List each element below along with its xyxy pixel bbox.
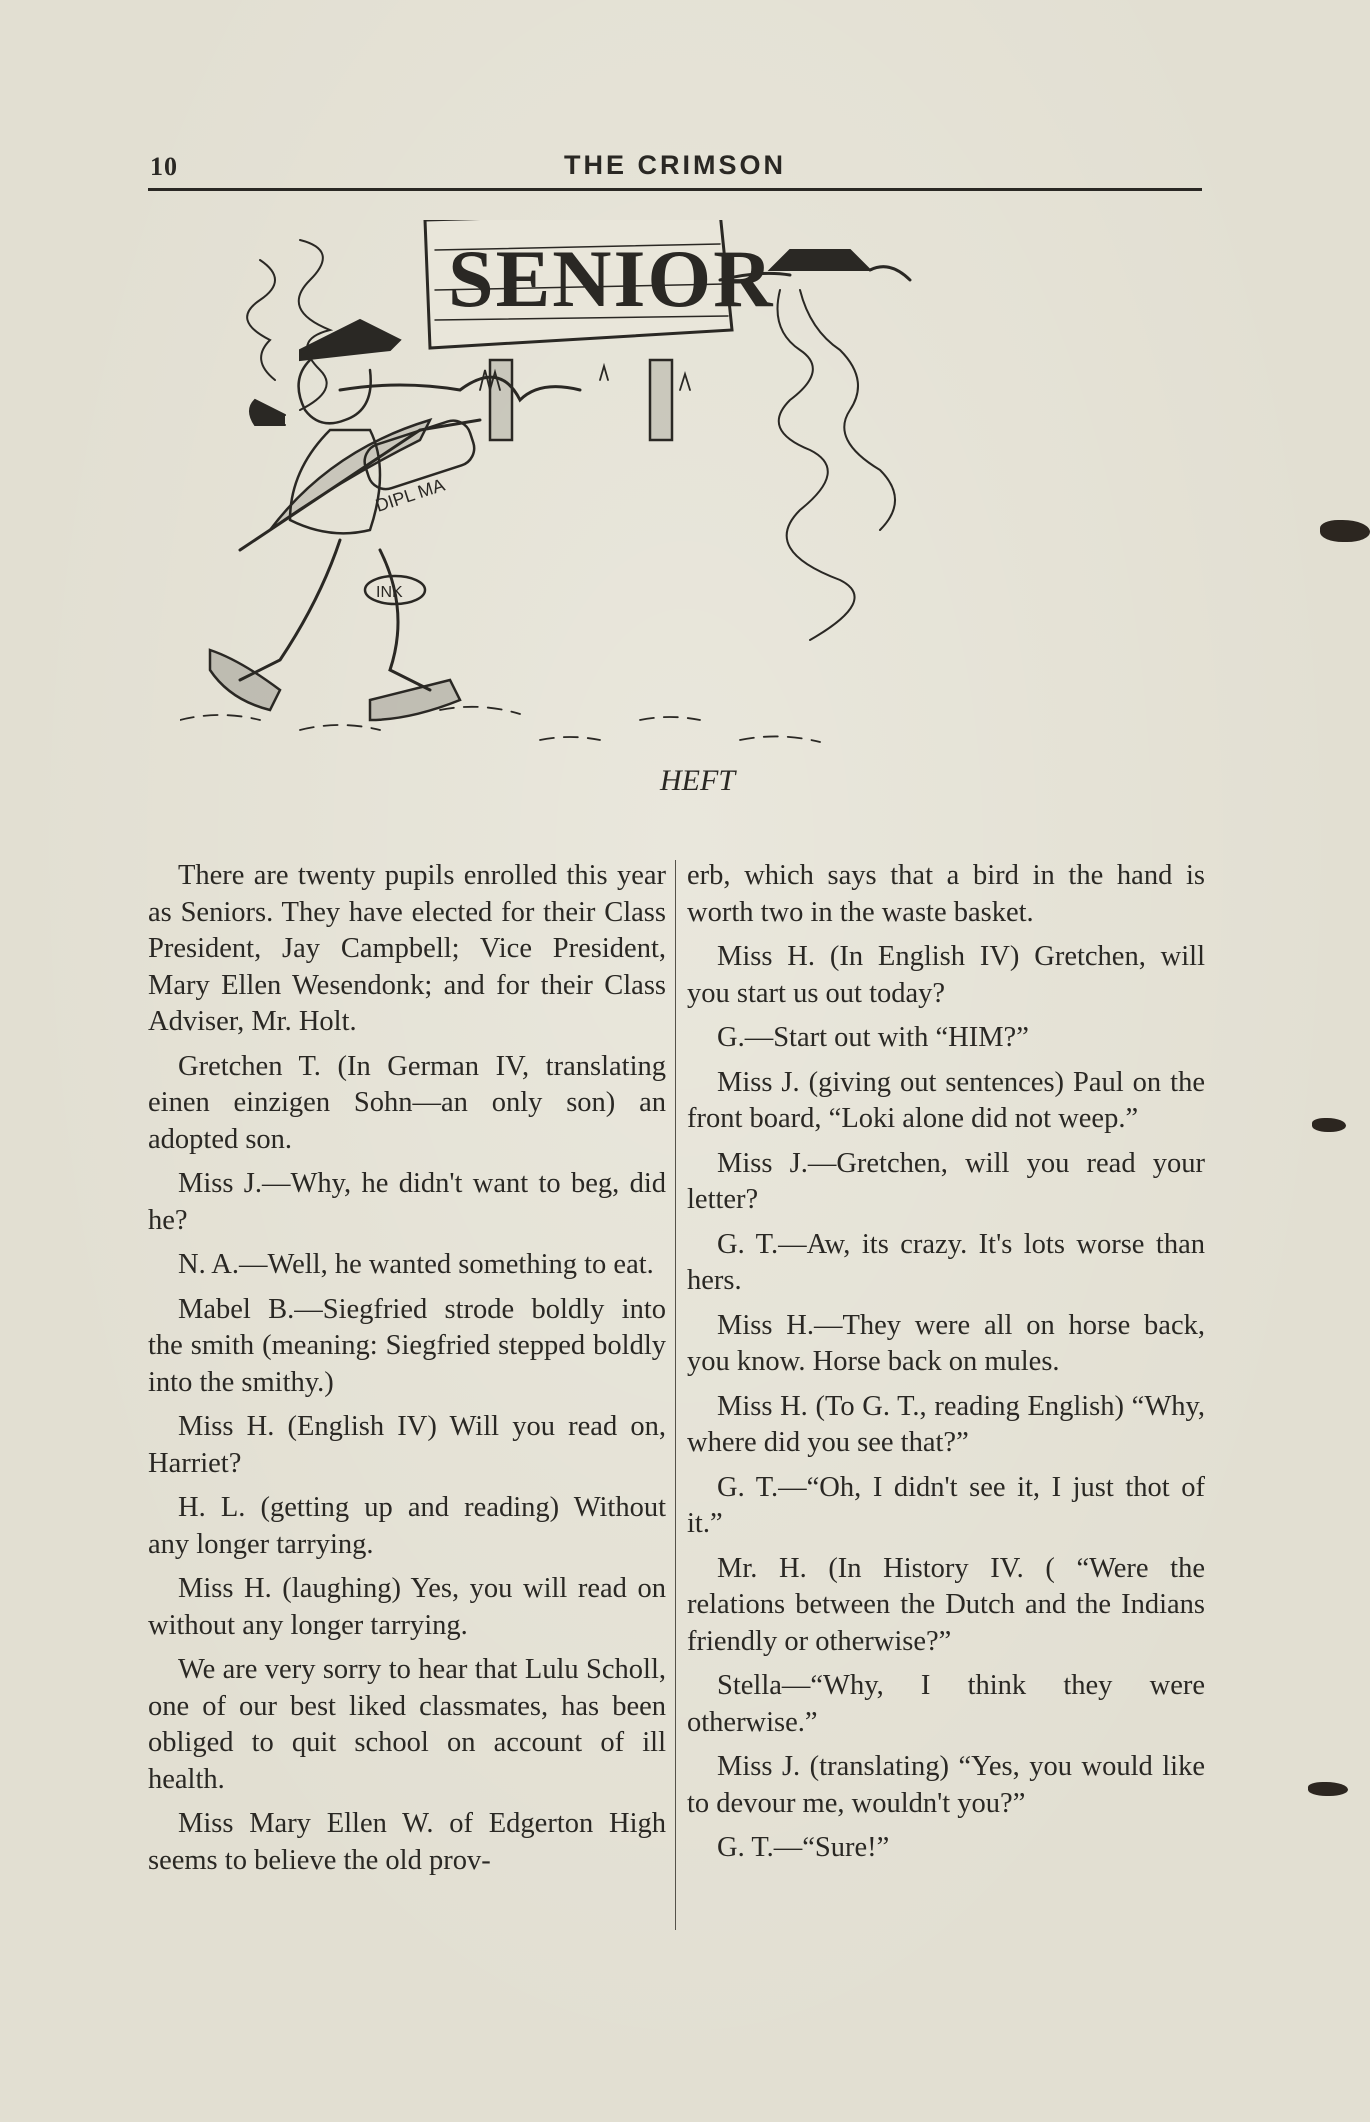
hills-left — [340, 377, 580, 400]
paragraph: Gretchen T. (In German IV, translating einen einzigen Sohn—an only son) an adopted son. — [148, 1050, 666, 1155]
shoe-front — [370, 680, 460, 720]
smoke-swirl — [299, 240, 330, 410]
leg-back — [240, 540, 340, 680]
sign-leg-right — [650, 360, 672, 440]
right-column — [687, 858, 1205, 1875]
paragraph: Mabel B.—Siegfried strode boldly into the smith (meaning: Siegfried stepped boldly into the smithy.) — [148, 1293, 666, 1398]
paragraph: G.—Start out with “HIM?” — [717, 1022, 1029, 1053]
paragraph: Miss J.—Gretchen, will you read your letter? — [687, 1147, 1205, 1215]
page-number: 10 — [150, 152, 178, 181]
ink-label: INK — [376, 584, 403, 601]
paragraph: Miss H. (English IV) Will you read on, Harriet? — [148, 1411, 666, 1479]
paragraph: Stella—“Why, I think they were otherwise.” — [687, 1670, 1205, 1738]
paragraph: Miss Mary Ellen W. of Edgerton High seems to believe the old prov- — [148, 1808, 666, 1876]
paragraph: Mr. H. (In History IV. ( “Were the relations between the Dutch and the Indians friendly or otherwise?” — [687, 1552, 1205, 1657]
paragraph: Miss J.—Why, he didn't want to beg, did he? — [148, 1168, 666, 1236]
binding-hole-mark — [1320, 520, 1370, 542]
paragraph: G. T.—“Oh, I didn't see it, I just thot of it.” — [687, 1471, 1205, 1539]
head — [299, 360, 371, 423]
sign-text: SENIOR — [448, 233, 775, 324]
schoolhouse — [770, 250, 870, 270]
ground-lines — [180, 707, 820, 742]
paragraph: Miss H. (laughing) Yes, you will read on without any longer tarrying. — [148, 1573, 666, 1641]
umbrella-canopy — [270, 420, 430, 530]
senior-illustration — [180, 220, 1200, 820]
paragraph: Miss J. (translating) “Yes, you would like to devour me, wouldn't you?” — [687, 1751, 1205, 1819]
binding-hole-mark — [1312, 1118, 1346, 1132]
artist-signature: HEFT — [660, 764, 735, 797]
road — [778, 290, 855, 640]
pipe — [250, 400, 285, 425]
hat — [300, 320, 400, 360]
road-edge — [800, 290, 895, 530]
paragraph: H. L. (getting up and reading) Without any longer tarrying. — [148, 1492, 666, 1560]
diploma-label: DIPL MA — [373, 474, 448, 516]
leg-front — [380, 550, 430, 690]
binding-hole-mark — [1308, 1782, 1348, 1796]
sign-leg-left — [490, 360, 512, 440]
paragraph: Miss H.—They were all on horse back, you know. Horse back on mules. — [687, 1309, 1205, 1377]
journal-title: THE CRIMSON — [564, 150, 786, 180]
paragraph: Miss H. (To G. T., reading English) “Why, where did you see that?” — [687, 1390, 1205, 1458]
paragraph: Miss H. (In English IV) Gretchen, will you start us out today? — [687, 941, 1205, 1009]
paragraph: N. A.—Well, he wanted something to eat. — [178, 1249, 654, 1280]
paragraph: We are very sorry to hear that Lulu Scholl, one of our best liked classmates, has been obliged to quit school on account of ill health. — [148, 1654, 666, 1795]
shoe-back — [210, 650, 280, 710]
paragraph: G. T.—“Sure!” — [717, 1832, 890, 1863]
left-column — [148, 858, 666, 1887]
paragraph-continuation: erb, which says that a bird in the hand is worth two in the waste basket. — [687, 860, 1205, 928]
smoke-swirl-2 — [247, 260, 275, 380]
paragraph: Miss J. (giving out sentences) Paul on the front board, “Loki alone did not weep.” — [687, 1066, 1205, 1134]
running-head — [148, 148, 1202, 191]
column-divider — [675, 860, 676, 1930]
paragraph: There are twenty pupils enrolled this year as Seniors. They have elected for their Class President, Jay Campbell; Vice President, Mary Ellen Wesendonk; and for their Class Adviser, Mr. Holt. — [148, 860, 666, 1037]
paragraph: G. T.—Aw, its crazy. It's lots worse than hers. — [687, 1228, 1205, 1296]
